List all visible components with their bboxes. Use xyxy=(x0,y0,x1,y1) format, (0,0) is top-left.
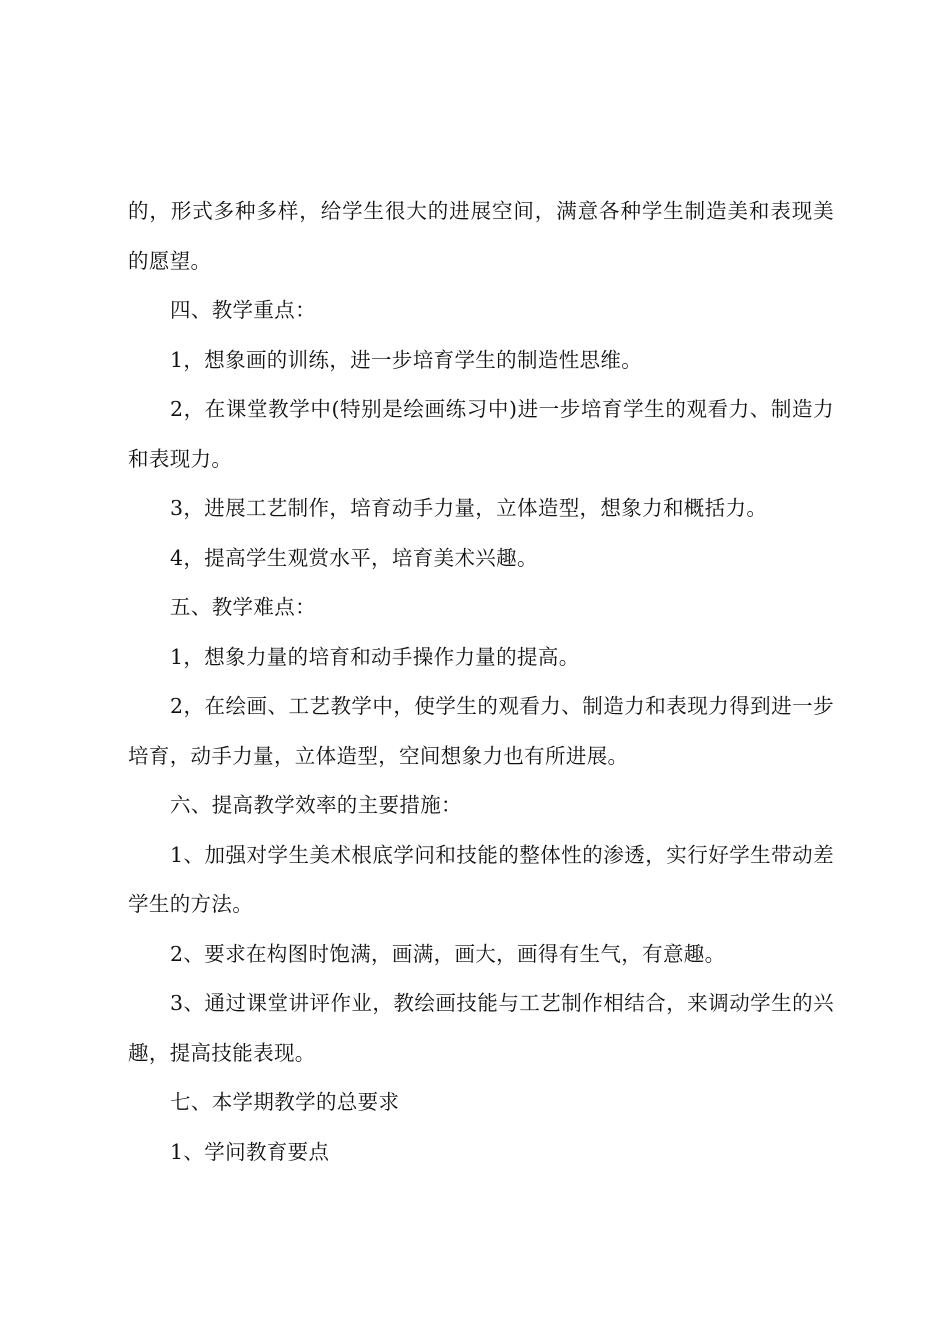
measure-item-3: 3、通过课堂讲评作业，教绘画技能与工艺制作相结合，来调动学生的兴趣，提高技能表现。 xyxy=(128,991,834,1065)
focus-item-1: 1，想象画的训练，进一步培育学生的制造性思维。 xyxy=(170,347,643,372)
section-heading-teaching-difficulty: 五、教学难点： xyxy=(170,595,316,619)
document-body xyxy=(128,187,834,1177)
paragraph-continuation: 的，形式多种多样，给学生很大的进展空间，满意各种学生制造美和表现美的愿望。 xyxy=(128,199,834,273)
requirement-item-1: 1、学问教育要点 xyxy=(170,1139,330,1164)
focus-item-4: 4，提高学生观赏水平，培育美术兴趣。 xyxy=(170,545,538,570)
measure-item-1: 1、加强对学生美术根底学问和技能的整体性的渗透，实行好学生带动差学生的方法。 xyxy=(128,842,834,916)
focus-item-3: 3，进展工艺制作，培育动手力量，立体造型，想象力和概括力。 xyxy=(170,496,768,520)
section-heading-teaching-focus: 四、教学重点： xyxy=(170,298,316,322)
difficulty-item-2: 2，在绘画、工艺教学中，使学生的观看力、制造力和表现力得到进一步培育，动手力量，立体造型，空间想象力也有所进展。 xyxy=(128,694,834,768)
section-heading-measures: 六、提高教学效率的主要措施： xyxy=(170,793,462,817)
measure-item-2: 2、要求在构图时饱满，画满，画大，画得有生气，有意趣。 xyxy=(170,941,726,966)
focus-item-2: 2，在课堂教学中(特别是绘画练习中)进一步培育学生的观看力、制造力和表现力。 xyxy=(128,397,834,471)
section-heading-requirements: 七、本学期教学的总要求 xyxy=(170,1090,400,1114)
difficulty-item-1: 1，想象力量的培育和动手操作力量的提高。 xyxy=(170,644,580,669)
